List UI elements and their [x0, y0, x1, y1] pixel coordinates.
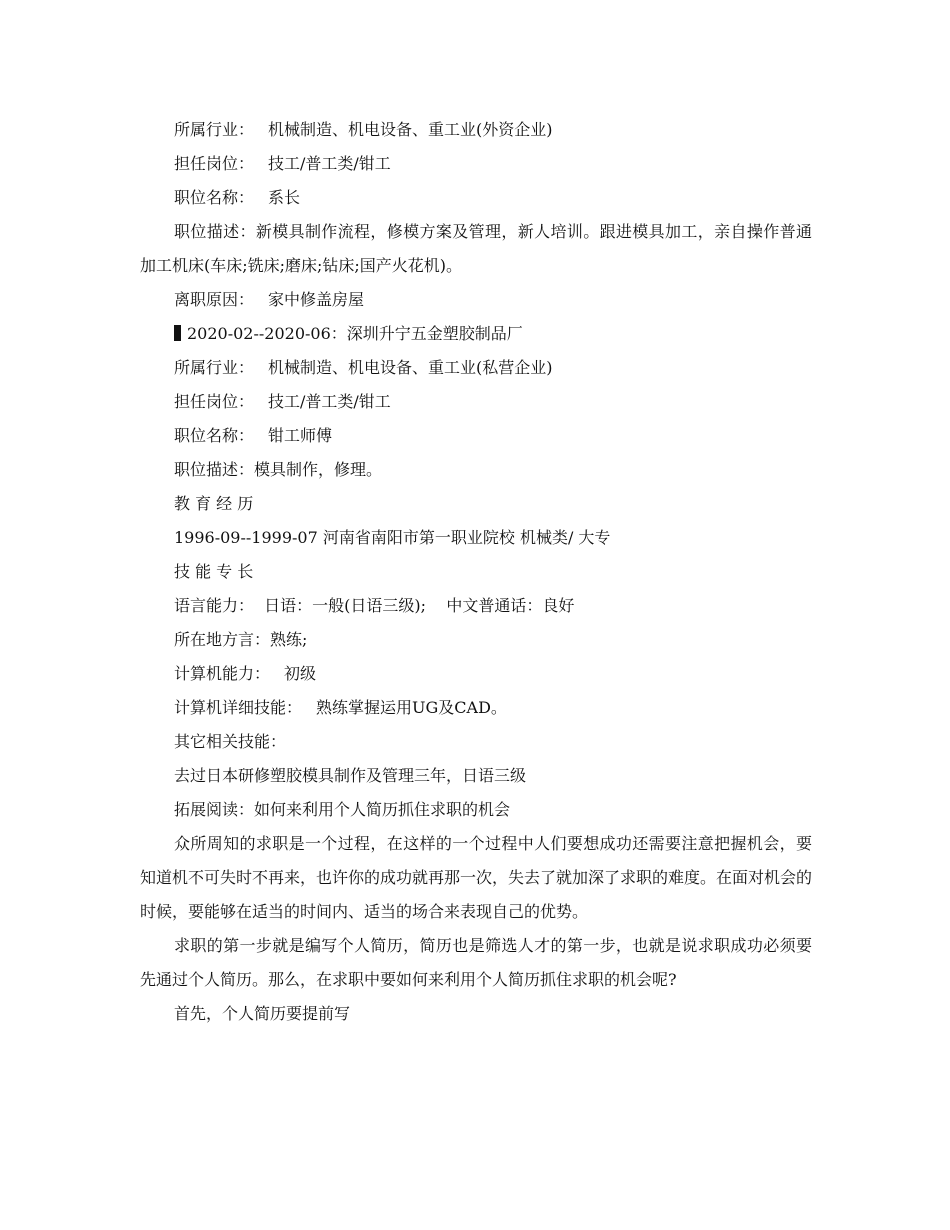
job1-leave-value: 家中修盖房屋	[268, 290, 365, 309]
job2-title-value: 钳工师傅	[268, 426, 333, 445]
skills-heading: 技 能 专 长	[174, 562, 254, 581]
job1-leave-label: 离职原因：	[174, 290, 255, 309]
job2-header-text: 2020-02--2020-06：深圳升宁五金塑胶制品厂	[187, 324, 523, 343]
job1-title	[140, 181, 812, 215]
job2-title-label: 职位名称：	[174, 426, 255, 445]
skills-other-value: 去过日本研修塑胶模具制作及管理三年，日语三级	[174, 766, 527, 785]
article-paragraph-3: 首先，个人简历要提前写	[174, 1004, 351, 1023]
job1-title-value: 系长	[268, 188, 301, 207]
skills-other-label: 其它相关技能：	[174, 732, 287, 751]
job2-title	[140, 419, 812, 453]
job1-title-label: 职位名称：	[174, 188, 255, 207]
job1-description: 职位描述：新模具制作流程，修模方案及管理，新人培训。跟进模具加工，亲自操作普通加工机床(车床;铣床;磨床;钻床;国产火花机)。	[140, 222, 812, 275]
job2-description: 职位描述：模具制作，修理。	[174, 460, 383, 479]
job1-position-label: 担任岗位：	[174, 154, 255, 173]
skills-language	[140, 589, 812, 623]
skills-computer-detail	[140, 691, 812, 725]
job1-industry	[140, 113, 812, 147]
document-body	[140, 113, 812, 1031]
bullet-block-icon	[174, 325, 181, 341]
skills-computer-value: 初级	[284, 664, 317, 683]
skills-computer-label: 计算机能力：	[174, 664, 271, 683]
skills-language-text: 语言能力： 日语：一般(日语三级); 中文普通话：良好	[174, 596, 575, 615]
article-title: 拓展阅读：如何来利用个人简历抓住求职的机会	[174, 800, 511, 819]
job1-position	[140, 147, 812, 181]
job2-position-label: 担任岗位：	[174, 392, 255, 411]
skills-computer-detail-value: 熟练掌握运用UG及CAD。	[316, 698, 507, 717]
skills-computer-detail-label: 计算机详细技能：	[174, 698, 303, 717]
job1-industry-label: 所属行业：	[174, 120, 255, 139]
job1-leave-reason	[140, 283, 812, 317]
education-entry: 1996-09--1999-07 河南省南阳市第一职业院校 机械类/ 大专	[174, 528, 611, 547]
job2-position	[140, 385, 812, 419]
job1-position-value: 技工/普工类/钳工	[268, 154, 391, 173]
skills-dialect: 所在地方言：熟练;	[174, 630, 308, 649]
job2-header	[140, 317, 812, 351]
job2-position-value: 技工/普工类/钳工	[268, 392, 391, 411]
job1-industry-value: 机械制造、机电设备、重工业(外资企业)	[268, 120, 553, 139]
skills-computer	[140, 657, 812, 691]
article-paragraph-1: 众所周知的求职是一个过程，在这样的一个过程中人们要想成功还需要注意把握机会，要知道机不可失时不再来，也许你的成功就再那一次，失去了就加深了求职的难度。在面对机会的时候，要能够在适当的时间内、适当的场合来表现自己的优势。	[140, 834, 813, 921]
job2-industry-value: 机械制造、机电设备、重工业(私营企业)	[268, 358, 553, 377]
education-heading: 教 育 经 历	[174, 494, 254, 513]
job2-industry	[140, 351, 812, 385]
article-paragraph-2: 求职的第一步就是编写个人简历，简历也是筛选人才的第一步，也就是说求职成功必须要先通过个人简历。那么，在求职中要如何来利用个人简历抓住求职的机会呢?	[140, 936, 812, 989]
job2-industry-label: 所属行业：	[174, 358, 255, 377]
